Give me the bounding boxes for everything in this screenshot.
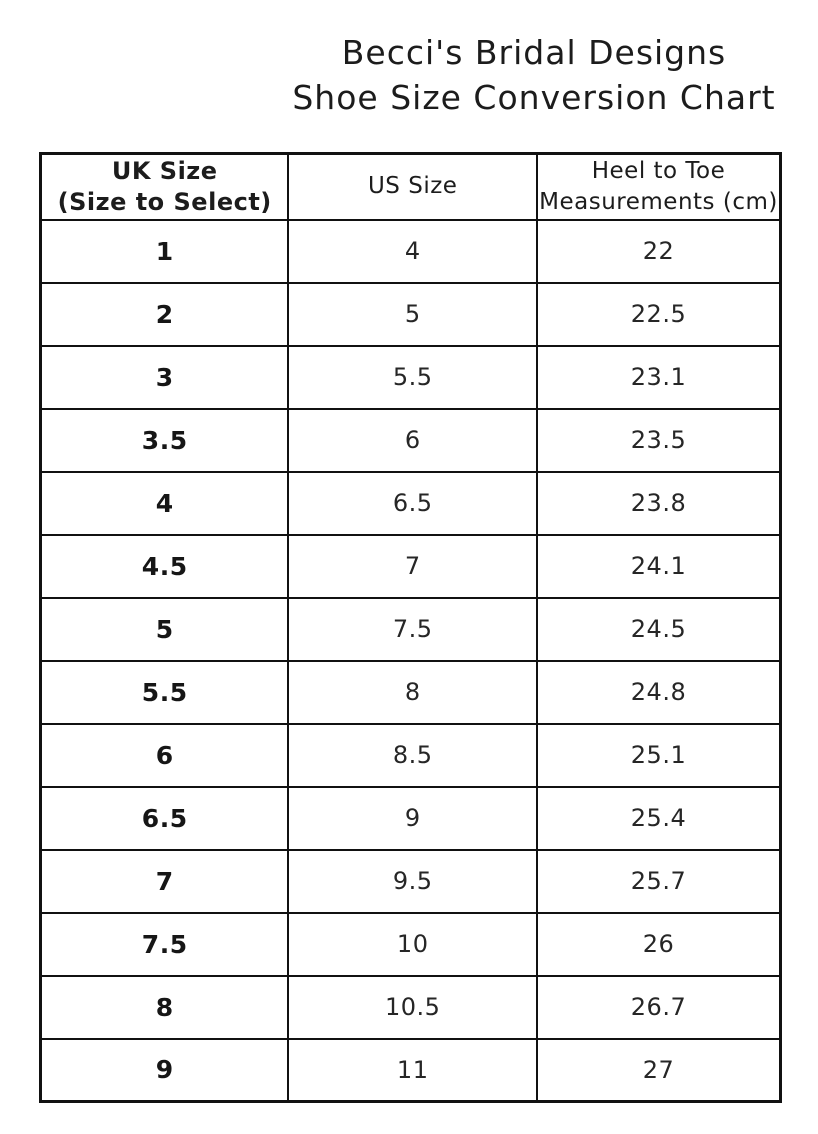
heel-toe-cell: 24.5 — [537, 598, 780, 661]
us-size-cell: 7 — [288, 535, 537, 598]
header-heel-to-toe — [537, 154, 780, 220]
table-row — [41, 724, 781, 787]
heel-toe-cell: 25.4 — [537, 787, 780, 850]
table-row — [41, 850, 781, 913]
table-row — [41, 535, 781, 598]
title-line-2: Shoe Size Conversion Chart — [292, 78, 776, 117]
us-size-cell: 9 — [288, 787, 537, 850]
heel-toe-cell: 25.1 — [537, 724, 780, 787]
us-size-cell: 11 — [288, 1039, 537, 1102]
page-title — [250, 30, 818, 120]
heel-toe-cell: 23.1 — [537, 346, 780, 409]
heel-toe-cell: 27 — [537, 1039, 780, 1102]
table-row — [41, 913, 781, 976]
table-row — [41, 346, 781, 409]
uk-size-cell: 2 — [41, 283, 289, 346]
us-size-cell: 5.5 — [288, 346, 537, 409]
heel-toe-cell: 26 — [537, 913, 780, 976]
heel-toe-cell: 22 — [537, 220, 780, 283]
us-size-cell: 5 — [288, 283, 537, 346]
uk-size-cell: 7 — [41, 850, 289, 913]
header-us-size — [288, 154, 537, 220]
heel-toe-cell: 24.8 — [537, 661, 780, 724]
table-row — [41, 220, 781, 283]
heel-toe-cell: 22.5 — [537, 283, 780, 346]
heel-toe-cell: 25.7 — [537, 850, 780, 913]
uk-size-cell: 4 — [41, 472, 289, 535]
us-size-cell: 8 — [288, 661, 537, 724]
table-row — [41, 1039, 781, 1102]
uk-size-cell: 5 — [41, 598, 289, 661]
table-row — [41, 598, 781, 661]
heel-toe-cell: 23.8 — [537, 472, 780, 535]
uk-size-cell: 6 — [41, 724, 289, 787]
table-row — [41, 787, 781, 850]
us-size-cell: 7.5 — [288, 598, 537, 661]
uk-size-cell: 7.5 — [41, 913, 289, 976]
uk-size-cell: 1 — [41, 220, 289, 283]
header-uk-size-line1: UK Size — [111, 156, 218, 185]
header-us-size-label: US Size — [367, 173, 458, 200]
uk-size-cell: 3 — [41, 346, 289, 409]
size-conversion-table — [39, 152, 782, 1103]
uk-size-cell: 3.5 — [41, 409, 289, 472]
us-size-cell: 10.5 — [288, 976, 537, 1039]
us-size-cell: 6 — [288, 409, 537, 472]
heel-toe-cell: 24.1 — [537, 535, 780, 598]
header-heel-to-toe-line1: Heel to Toe — [591, 157, 726, 184]
us-size-cell: 10 — [288, 913, 537, 976]
heel-toe-cell: 23.5 — [537, 409, 780, 472]
uk-size-cell: 5.5 — [41, 661, 289, 724]
uk-size-cell: 4.5 — [41, 535, 289, 598]
header-row — [41, 154, 781, 220]
table-row — [41, 283, 781, 346]
title-line-1: Becci's Bridal Designs — [341, 33, 727, 72]
heel-toe-cell: 26.7 — [537, 976, 780, 1039]
us-size-cell: 6.5 — [288, 472, 537, 535]
uk-size-cell: 6.5 — [41, 787, 289, 850]
us-size-cell: 8.5 — [288, 724, 537, 787]
header-uk-size — [41, 154, 289, 220]
us-size-cell: 9.5 — [288, 850, 537, 913]
header-heel-to-toe-line2: Measurements (cm) — [539, 188, 778, 215]
uk-size-cell: 8 — [41, 976, 289, 1039]
table-row — [41, 472, 781, 535]
header-uk-size-line2: (Size to Select) — [57, 187, 272, 216]
uk-size-cell: 9 — [41, 1039, 289, 1102]
table-row — [41, 976, 781, 1039]
table-row — [41, 661, 781, 724]
table-row — [41, 409, 781, 472]
us-size-cell: 4 — [288, 220, 537, 283]
